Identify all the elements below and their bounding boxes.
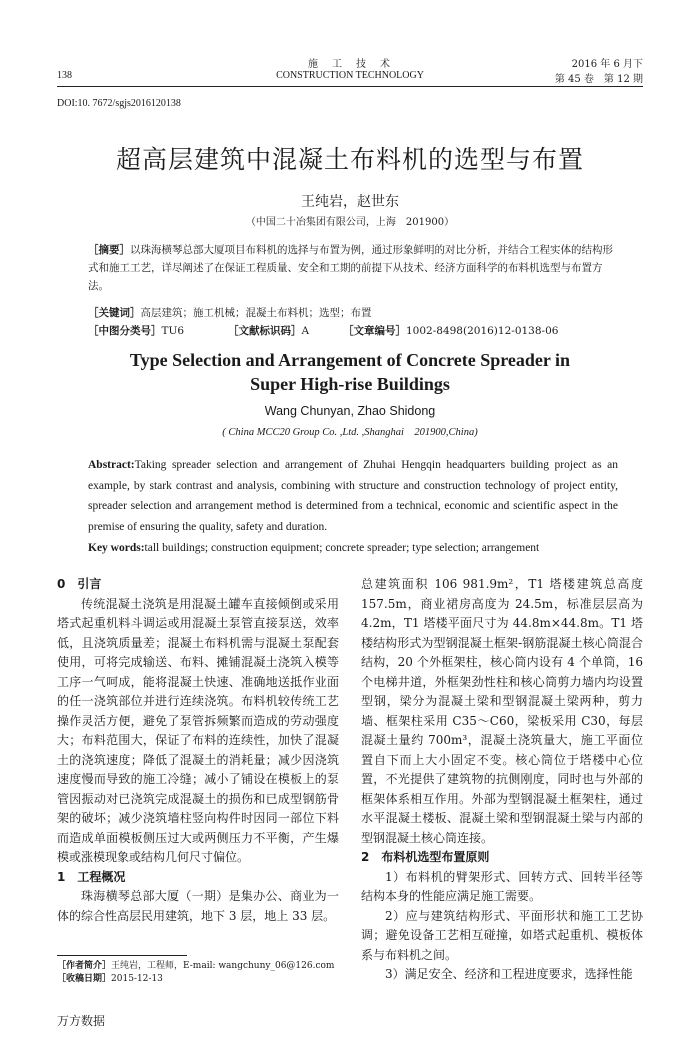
abstract-cn-label: ［摘要］ <box>88 244 130 256</box>
authors-en: Wang Chunyan, Zhao Shidong <box>264 404 436 418</box>
abstract-cn <box>88 241 618 295</box>
footnote-rule <box>57 955 187 956</box>
affiliation-en: ( China MCC20 Group Co. ,Ltd. ,Shanghai 201900,China) <box>222 427 478 438</box>
abstract-en <box>88 455 618 537</box>
classification <box>88 322 618 340</box>
keywords-cn-label: ［关键词］ <box>88 307 141 319</box>
issue-date: 2016 年 6 月下 <box>571 59 643 70</box>
intro-paragraph: 传统混凝土浇筑是用混凝土罐车直接倾倒或采用塔式起重机料斗调运或用混凝土泵管直接泵送，效率低，且浇筑质量差；混凝土布料机需与混凝土泵配套使用，可将完成输送、布料、摊铺混凝土浇筑入模等工序一气呵成，能将混凝土快速、准确地送抵作业面的任一浇筑部位并进行连续浇筑。布料机较传统工艺操作灵活方便，避免了泵管拆频繁而造成的劳动强度大；布料范围大，保证了布料的连续性，加快了混凝土的浇筑速度；降低了混凝土的消耗量；减少因浇筑速度慢而导致的施工冷缝；减小了铺设在模板上的泵管因振动对已浇筑完成混凝土的损伤和已成型钢筋骨架的破坏；减少浇筑墙柱竖向构件时因同一部位下料而造成单面模板侧压过大或两侧压力不平衡，产生爆模或涨模现象或结构几何尺寸偏位。 <box>57 596 339 864</box>
clc-value: TU6 <box>161 325 185 337</box>
section-0-heading: 0 引言 <box>57 577 102 591</box>
section-1-heading: 1 工程概况 <box>57 869 126 884</box>
author-bio-text: 王纯岩，工程师，E-mail: wangchuny_06@126.com <box>111 961 335 971</box>
keywords-cn-text: 高层建筑；施工机械；混凝土布料机；选型；布置 <box>140 307 372 319</box>
title-en-line2: Super High-rise Buildings <box>250 374 450 394</box>
keywords-cn <box>88 304 618 322</box>
abstract-en-label: Abstract: <box>88 459 135 471</box>
page-number: 138 <box>57 70 72 81</box>
article-no-label: ［文章编号］ <box>343 325 406 337</box>
issue-volume: 第 45 卷 第 12 期 <box>554 74 643 85</box>
principle-2: 2）应与建筑结构形式、平面形状和施工工艺协调；避免设备工艺相互碰撞，如塔式起重机、模板体系与布料机之间。 <box>361 908 643 962</box>
doi: DOI:10. 7672/sgjs2016120138 <box>57 98 181 109</box>
journal-title-en: CONSTRUCTION TECHNOLOGY <box>276 70 424 81</box>
received-label: ［收稿日期］ <box>57 974 112 984</box>
principle-1: 1）布料机的臂架形式、回转方式、回转半径等结构本身的性能应满足施工需要。 <box>361 869 643 903</box>
authors-cn: 王纯岩，赵世东 <box>301 194 399 210</box>
journal-title-cn: 施 工 技 术 <box>308 59 392 70</box>
keywords-en <box>88 538 618 558</box>
abstract-cn-text: 以珠海横琴总部大厦项目布料机的选择与布置为例，通过形象鲜明的对比分析，并结合工程实体的结构形式和施工工艺，详尽阐述了在保证工程质量、安全和工期的前提下从技术、经济方面科学的布料机选型与布置方法。 <box>88 244 613 292</box>
keywords-en-label: Key words: <box>88 542 145 554</box>
title-cn: 超高层建筑中混凝土布料机的选型与布置 <box>115 145 584 174</box>
article-no-value: 1002-8498(2016)12-0138-06 <box>406 325 559 337</box>
abstract-en-text: Taking spreader selection and arrangement of Zhuhai Hengqin headquarters building project as an example, by stark contrast and analysis, combining with structure and construction technology of project entity, spreader selection and arrangement method is determined from a technical, economic and scientific aspect in the premise of ensuring the quality, safety and duration. <box>88 459 618 533</box>
keywords-en-text: tall buildings; construction equipment; concrete spreader; type selection; arrangement <box>144 542 540 554</box>
header-rule <box>57 86 643 87</box>
affiliation-cn: （中国二十冶集团有限公司，上海 201900） <box>245 217 455 228</box>
right-column <box>361 575 643 985</box>
left-column <box>57 575 339 926</box>
principle-3: 3）满足安全、经济和工程进度要求，选择性能 <box>385 967 633 981</box>
watermark: 万方数据 <box>57 1014 106 1028</box>
doc-code-label: ［文献标识码］ <box>228 325 302 337</box>
author-bio-label: ［作者简介］ <box>57 961 112 971</box>
overview-paragraph: 珠海横琴总部大厦（一期）是集办公、商业为一体的综合性高层民用建筑，地下 3 层，地上 33 层。 <box>57 889 339 923</box>
overview-continued: 总建筑面积 106 981.9m²，T1 塔楼建筑总高度 157.5m，商业裙房高度为 24.5m，标准层层高为 4.2m，T1 塔楼平面尺寸为 44.8m×44.8m。T1 塔楼结构形式为型钢混凝土框架-钢筋混凝土核心筒混合结构，20 个外框架柱，核心筒内设有 4 个单筒，16 个电梯井道，外框架劲性柱和核心筒剪力墙内均设置型钢，梁分为混凝土梁和型钢混凝土梁两种，剪力墙、框架柱采用 C35～C60，梁板采用 C30，每层混凝土量约 700m³，混凝土浇筑量大，施工平面位置自下而上大小固定不变。核心筒位于塔楼中心位置，不光提供了建筑物的抗侧刚度，同时也与外部的框架体系相互作用。外部为型钢混凝土框架柱，通过水平混凝土楼板、混凝土梁和型钢混凝土梁与内部的型钢混凝土核心筒连接。 <box>361 577 643 845</box>
section-2-heading: 2 布料机选型布置原则 <box>361 850 490 864</box>
footnote-received <box>57 973 339 986</box>
doc-code-value: A <box>301 325 310 337</box>
footnote-author <box>57 960 339 973</box>
received-date: 2015-12-13 <box>111 974 163 984</box>
clc-label: ［中图分类号］ <box>88 325 162 337</box>
title-en-line1: Type Selection and Arrangement of Concrete Spreader in <box>129 350 571 370</box>
